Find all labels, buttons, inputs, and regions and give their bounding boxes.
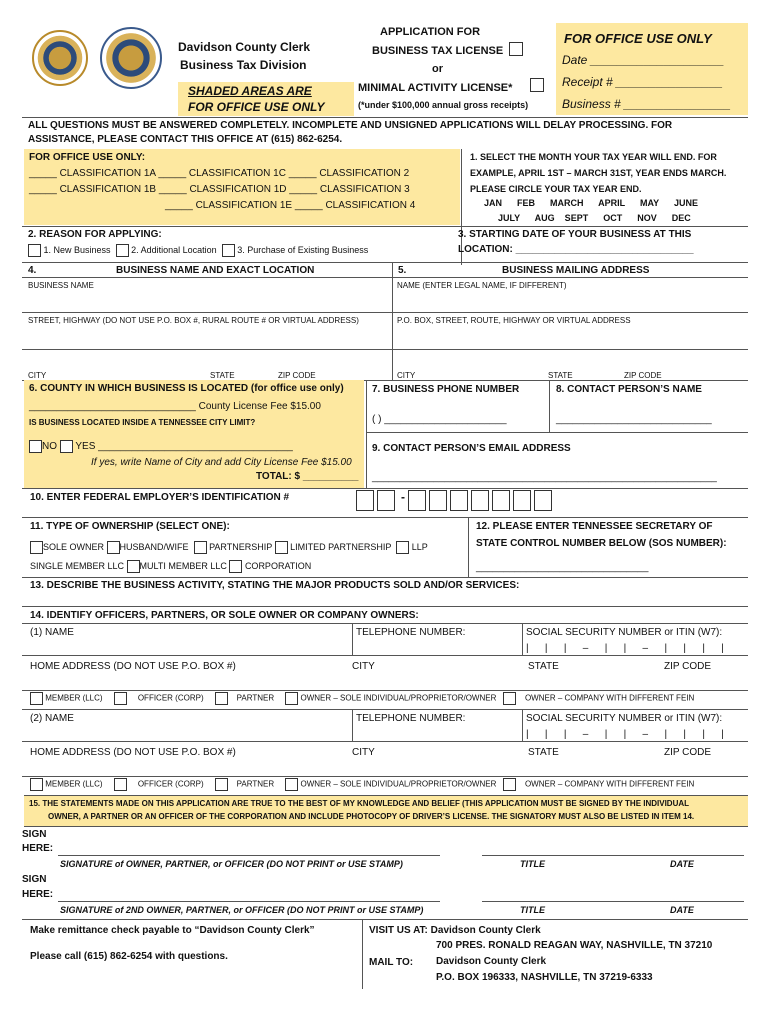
intro-line2: ASSISTANCE, PLEASE CONTACT THIS OFFICE AT (615) 862-6254. — [28, 134, 343, 145]
q4-city[interactable]: CITY — [28, 371, 47, 380]
owner2-member-label: MEMBER (LLC) — [45, 779, 103, 789]
q6-yes-label: YES ___________________________________ — [75, 441, 293, 453]
county-seal-logo — [32, 30, 88, 86]
signature2-line[interactable] — [58, 901, 440, 902]
sign1-date: DATE — [670, 859, 694, 869]
or-label: or — [432, 63, 443, 75]
single-member-label: SINGLE MEMBER LLC — [30, 560, 125, 571]
office-receipt: Receipt # ________________ — [562, 75, 723, 89]
owner2-ssn-label: SOCIAL SECURITY NUMBER or ITIN (W7): — [526, 713, 723, 724]
sign1-caption: SIGNATURE of OWNER, PARTNER, or OFFICER (DO NOT PRINT or USE STAMP) — [60, 859, 403, 869]
mal-checkbox[interactable] — [530, 78, 544, 92]
owner2-partner-checkbox[interactable] — [215, 778, 228, 791]
btl-checkbox[interactable] — [509, 42, 523, 56]
mail-address: P.O. BOX 196333, NASHVILLE, TN 37219-6333 — [436, 972, 653, 983]
q6-no-checkbox[interactable] — [29, 440, 42, 453]
q12-line1: 12. PLEASE ENTER TENNESSEE SECRETARY OF — [476, 521, 713, 532]
owner1-role-row — [30, 692, 694, 705]
fein-boxes[interactable] — [356, 490, 555, 516]
office-date: Date ____________________ — [562, 53, 725, 67]
owner2-company-label: OWNER – COMPANY WITH DIFFERENT FEIN — [524, 779, 695, 789]
intro-line1: ALL QUESTIONS MUST BE ANSWERED COMPLETELY. INCOMPLETE AND UNSIGNED APPLICATIONS WILL DELAY PROCESSING. FOR — [28, 120, 673, 131]
sign2-here: HERE: — [22, 889, 54, 900]
fein-box[interactable] — [534, 490, 552, 511]
org-line1: Davidson County Clerk — [178, 40, 311, 54]
fein-box[interactable] — [429, 490, 447, 511]
owner2-member-checkbox[interactable] — [30, 778, 43, 791]
sign2-title: TITLE — [520, 905, 545, 915]
q11-row2 — [30, 560, 311, 573]
owner1-company-label: OWNER – COMPANY WITH DIFFERENT FEIN — [524, 693, 695, 703]
q3-line1: 3. STARTING DATE OF YOUR BUSINESS AT THIS — [458, 229, 692, 240]
owner2-role-row — [30, 778, 694, 791]
office-business-no: Business # ________________ — [562, 97, 731, 111]
q2-additional-label: 2. Additional Location — [131, 244, 217, 255]
title-date1-line[interactable] — [482, 855, 744, 856]
owner1-ssn[interactable]: | | | – | | – | | | | — [526, 643, 726, 654]
sign1-here: HERE: — [22, 843, 54, 854]
q5-zip[interactable]: ZIP CODE — [624, 371, 662, 380]
sign1-sign: SIGN — [22, 829, 47, 840]
husband-wife-label: HUSBAND/WIFE — [119, 541, 189, 552]
owner2-home[interactable]: HOME ADDRESS (DO NOT USE P.O. BOX #) — [30, 747, 236, 758]
shaded-note-office: FOR OFFICE USE ONLY — [188, 100, 325, 114]
q4-state[interactable]: STATE — [210, 371, 235, 380]
class-row3: _____ CLASSIFICATION 1E _____ CLASSIFICATION 4 — [165, 200, 416, 211]
owner2-sole-checkbox[interactable] — [285, 778, 298, 791]
office-use-title: FOR OFFICE USE ONLY — [564, 31, 712, 46]
classification-box — [24, 149, 460, 225]
q5-city[interactable]: CITY — [397, 371, 416, 380]
q11-title: 11. TYPE OF OWNERSHIP (SELECT ONE): — [30, 521, 230, 532]
q2-additional-checkbox[interactable] — [116, 244, 129, 257]
mail-clerk: Davidson County Clerk — [436, 956, 547, 967]
mail-label: MAIL TO: — [369, 957, 414, 968]
sole-owner-label: SOLE OWNER — [43, 541, 105, 552]
q4-street[interactable]: STREET, HIGHWAY (DO NOT USE P.O. BOX #, RURAL ROUTE # OR VIRTUAL ADDRESS) — [28, 316, 359, 325]
owner1-sole-checkbox[interactable] — [285, 692, 298, 705]
partnership-checkbox[interactable] — [194, 541, 207, 554]
metro-seal-logo — [100, 27, 162, 89]
fein-box[interactable] — [513, 490, 531, 511]
owner1-state[interactable]: STATE — [528, 661, 559, 672]
app-for: APPLICATION FOR — [380, 26, 481, 38]
owner2-officer-label: OFFICER (CORP) — [137, 779, 204, 789]
fein-box[interactable] — [471, 490, 489, 511]
q5-name[interactable]: NAME (ENTER LEGAL NAME, IF DIFFERENT) — [397, 281, 567, 290]
signature1-line[interactable] — [58, 855, 440, 856]
sole-owner-checkbox[interactable] — [30, 541, 43, 554]
owner2-officer-checkbox[interactable] — [114, 778, 127, 791]
q6-total[interactable]: TOTAL: $ __________ — [256, 471, 359, 482]
q5-po[interactable]: P.O. BOX, STREET, ROUTE, HIGHWAY OR VIRTUAL ADDRESS — [397, 316, 631, 325]
owner1-ssn-label: SOCIAL SECURITY NUMBER or ITIN (W7): — [526, 627, 723, 638]
owner1-company-checkbox[interactable] — [503, 692, 516, 705]
q7-title: 7. BUSINESS PHONE NUMBER — [372, 384, 520, 395]
fein-dash: - — [401, 490, 405, 504]
q2-options — [28, 244, 368, 257]
mal-note: (*under $100,000 annual gross receipts) — [358, 100, 529, 110]
fein-box[interactable] — [492, 490, 510, 511]
owner1-sole-label: OWNER – SOLE INDIVIDUAL/PROPRIETOR/OWNER — [300, 693, 497, 703]
q15-line2: OWNER, A PARTNER OR AN OFFICER OF THE CORPORATION AND INCLUDE PHOTOCOPY OF DRIVER’S LICENSE. THE SIGNATORY MUST ALSO BE LISTED IN ITEM 14. — [48, 812, 695, 821]
class-row2: _____ CLASSIFICATION 1B _____ CLASSIFICATION 1D _____ CLASSIFICATION 3 — [29, 184, 410, 195]
q7-phone[interactable]: ( ) ______________________ — [372, 414, 507, 425]
q1-months-row2[interactable]: JULY AUG SEPT OCT NOV DEC — [498, 213, 691, 223]
llp-label: LLP — [411, 541, 428, 552]
owner2-partner-label: PARTNER — [236, 779, 275, 789]
sign2-sign: SIGN — [22, 874, 47, 885]
llp-checkbox[interactable] — [396, 541, 409, 554]
owner2-zip[interactable]: ZIP CODE — [664, 747, 712, 758]
class-row1: _____ CLASSIFICATION 1A _____ CLASSIFICATION 1C _____ CLASSIFICATION 2 — [29, 168, 410, 179]
owner1-name[interactable]: (1) NAME — [30, 627, 74, 638]
corporation-label: CORPORATION — [244, 560, 312, 571]
visit-address: 700 PRES. RONALD REAGAN WAY, NASHVILLE, TN 37210 — [436, 940, 713, 951]
q2-new-checkbox[interactable] — [28, 244, 41, 257]
call-note: Please call (615) 862-6254 with questions. — [30, 951, 228, 962]
q4-business-name[interactable]: BUSINESS NAME — [28, 281, 94, 290]
fein-box[interactable] — [377, 490, 395, 511]
q6-box — [24, 380, 364, 488]
q14-title: 14. IDENTIFY OFFICERS, PARTNERS, OR SOLE OWNER OR COMPANY OWNERS: — [30, 610, 419, 621]
q11-row1 — [30, 541, 428, 554]
q15-line1: 15. THE STATEMENTS MADE ON THIS APPLICATION ARE TRUE TO THE BEST OF MY KNOWLEDGE AND BELIEF (THIS APPLICATION MUST BE SIGNED BY THE INDIVIDUAL — [29, 799, 690, 808]
q6-fee: ______________________________ County License Fee $15.00 — [29, 401, 321, 412]
single-member-checkbox[interactable] — [127, 560, 140, 573]
mal-label: MINIMAL ACTIVITY LICENSE* — [358, 82, 513, 94]
owner2-state[interactable]: STATE — [528, 747, 559, 758]
owner1-tel[interactable]: TELEPHONE NUMBER: — [356, 627, 466, 638]
office-use-box — [556, 23, 748, 115]
q12-sos[interactable]: _______________________________ — [476, 562, 649, 573]
q9-email[interactable]: ______________________________________________________________ — [372, 472, 717, 483]
q5-num: 5. — [398, 265, 407, 276]
btl-label: BUSINESS TAX LICENSE — [372, 45, 504, 57]
visit-label: VISIT US AT: Davidson County Clerk — [369, 925, 541, 936]
q13-title: 13. DESCRIBE THE BUSINESS ACTIVITY, STATING THE MAJOR PRODUCTS SOLD AND/OR SERVICES: — [30, 580, 520, 591]
owner1-member-checkbox[interactable] — [30, 692, 43, 705]
sign1-title: TITLE — [520, 859, 545, 869]
q10-title: 10. ENTER FEDERAL EMPLOYER’S IDENTIFICATION # — [30, 492, 290, 503]
q2-purchase-checkbox[interactable] — [222, 244, 235, 257]
owner1-zip[interactable]: ZIP CODE — [664, 661, 712, 672]
shaded-note-box — [178, 82, 354, 116]
q9-title: 9. CONTACT PERSON’S EMAIL ADDRESS — [372, 443, 571, 454]
limited-partnership-checkbox[interactable] — [275, 541, 288, 554]
q8-contact[interactable]: ____________________________ — [556, 414, 712, 425]
owner1-member-label: MEMBER (LLC) — [45, 693, 103, 703]
fein-box[interactable] — [356, 490, 374, 511]
q6-ifyes: If yes, write Name of City and add City License Fee $15.00 — [91, 457, 352, 468]
sign2-caption: SIGNATURE of 2ND OWNER, PARTNER, or OFFICER (DO NOT PRINT or USE STAMP) — [60, 905, 424, 915]
q5-title: BUSINESS MAILING ADDRESS — [502, 265, 650, 276]
sign2-date: DATE — [670, 905, 694, 915]
owner1-city[interactable]: CITY — [352, 661, 375, 672]
owner1-home[interactable]: HOME ADDRESS (DO NOT USE P.O. BOX #) — [30, 661, 236, 672]
q1-line3: PLEASE CIRCLE YOUR TAX YEAR END. — [470, 184, 642, 194]
q15-box — [24, 795, 748, 827]
q6-yes-checkbox[interactable] — [60, 440, 73, 453]
limited-partnership-label: LIMITED PARTNERSHIP — [290, 541, 392, 552]
husband-wife-checkbox[interactable] — [107, 541, 120, 554]
owner2-ssn[interactable]: | | | – | | – | | | | — [526, 729, 726, 740]
q5-state[interactable]: STATE — [548, 371, 573, 380]
owner2-tel[interactable]: TELEPHONE NUMBER: — [356, 713, 466, 724]
q12-line2: STATE CONTROL NUMBER BELOW (SOS NUMBER): — [476, 538, 727, 549]
q6-title: 6. COUNTY IN WHICH BUSINESS IS LOCATED (for office use only) — [29, 383, 344, 394]
owner1-officer-label: OFFICER (CORP) — [137, 693, 204, 703]
org-line2: Business Tax Division — [180, 58, 307, 72]
q3-line2[interactable]: LOCATION: ________________________________ — [458, 244, 694, 255]
partnership-label: PARTNERSHIP — [209, 541, 273, 552]
title-date2-line[interactable] — [482, 901, 744, 902]
owner2-sole-label: OWNER – SOLE INDIVIDUAL/PROPRIETOR/OWNER — [300, 779, 497, 789]
q6-no-label: NO — [42, 441, 57, 453]
q4-title: BUSINESS NAME AND EXACT LOCATION — [116, 265, 315, 276]
owner2-company-checkbox[interactable] — [503, 778, 516, 791]
q4-zip[interactable]: ZIP CODE — [278, 371, 316, 380]
q8-title: 8. CONTACT PERSON’S NAME — [556, 384, 702, 395]
multi-member-checkbox[interactable] — [229, 560, 242, 573]
q1-line2: EXAMPLE, APRIL 1ST – MARCH 31ST, YEAR ENDS MARCH. — [470, 168, 727, 178]
owner1-partner-checkbox[interactable] — [215, 692, 228, 705]
q2-new-label: 1. New Business — [43, 244, 111, 255]
owner2-name[interactable]: (2) NAME — [30, 713, 74, 724]
class-title: FOR OFFICE USE ONLY: — [29, 152, 146, 163]
q6-inside: IS BUSINESS LOCATED INSIDE A TENNESSEE CITY LIMIT? — [29, 418, 256, 427]
remit-note: Make remittance check payable to “Davidson County Clerk” — [30, 925, 315, 936]
shaded-note: SHADED AREAS ARE — [188, 84, 312, 98]
multi-member-label: MULTI MEMBER LLC — [139, 560, 227, 571]
fein-box[interactable] — [450, 490, 468, 511]
owner2-city[interactable]: CITY — [352, 747, 375, 758]
q2-purchase-label: 3. Purchase of Existing Business — [237, 244, 369, 255]
owner1-officer-checkbox[interactable] — [114, 692, 127, 705]
q4-num: 4. — [28, 265, 37, 276]
q1-months-row1[interactable]: JAN FEB MARCH APRIL MAY JUNE — [484, 198, 699, 208]
fein-box[interactable] — [408, 490, 426, 511]
owner1-partner-label: PARTNER — [236, 693, 275, 703]
q1-line1: 1. SELECT THE MONTH YOUR TAX YEAR WILL END. FOR — [470, 152, 717, 162]
q2-title: 2. REASON FOR APPLYING: — [28, 229, 162, 240]
